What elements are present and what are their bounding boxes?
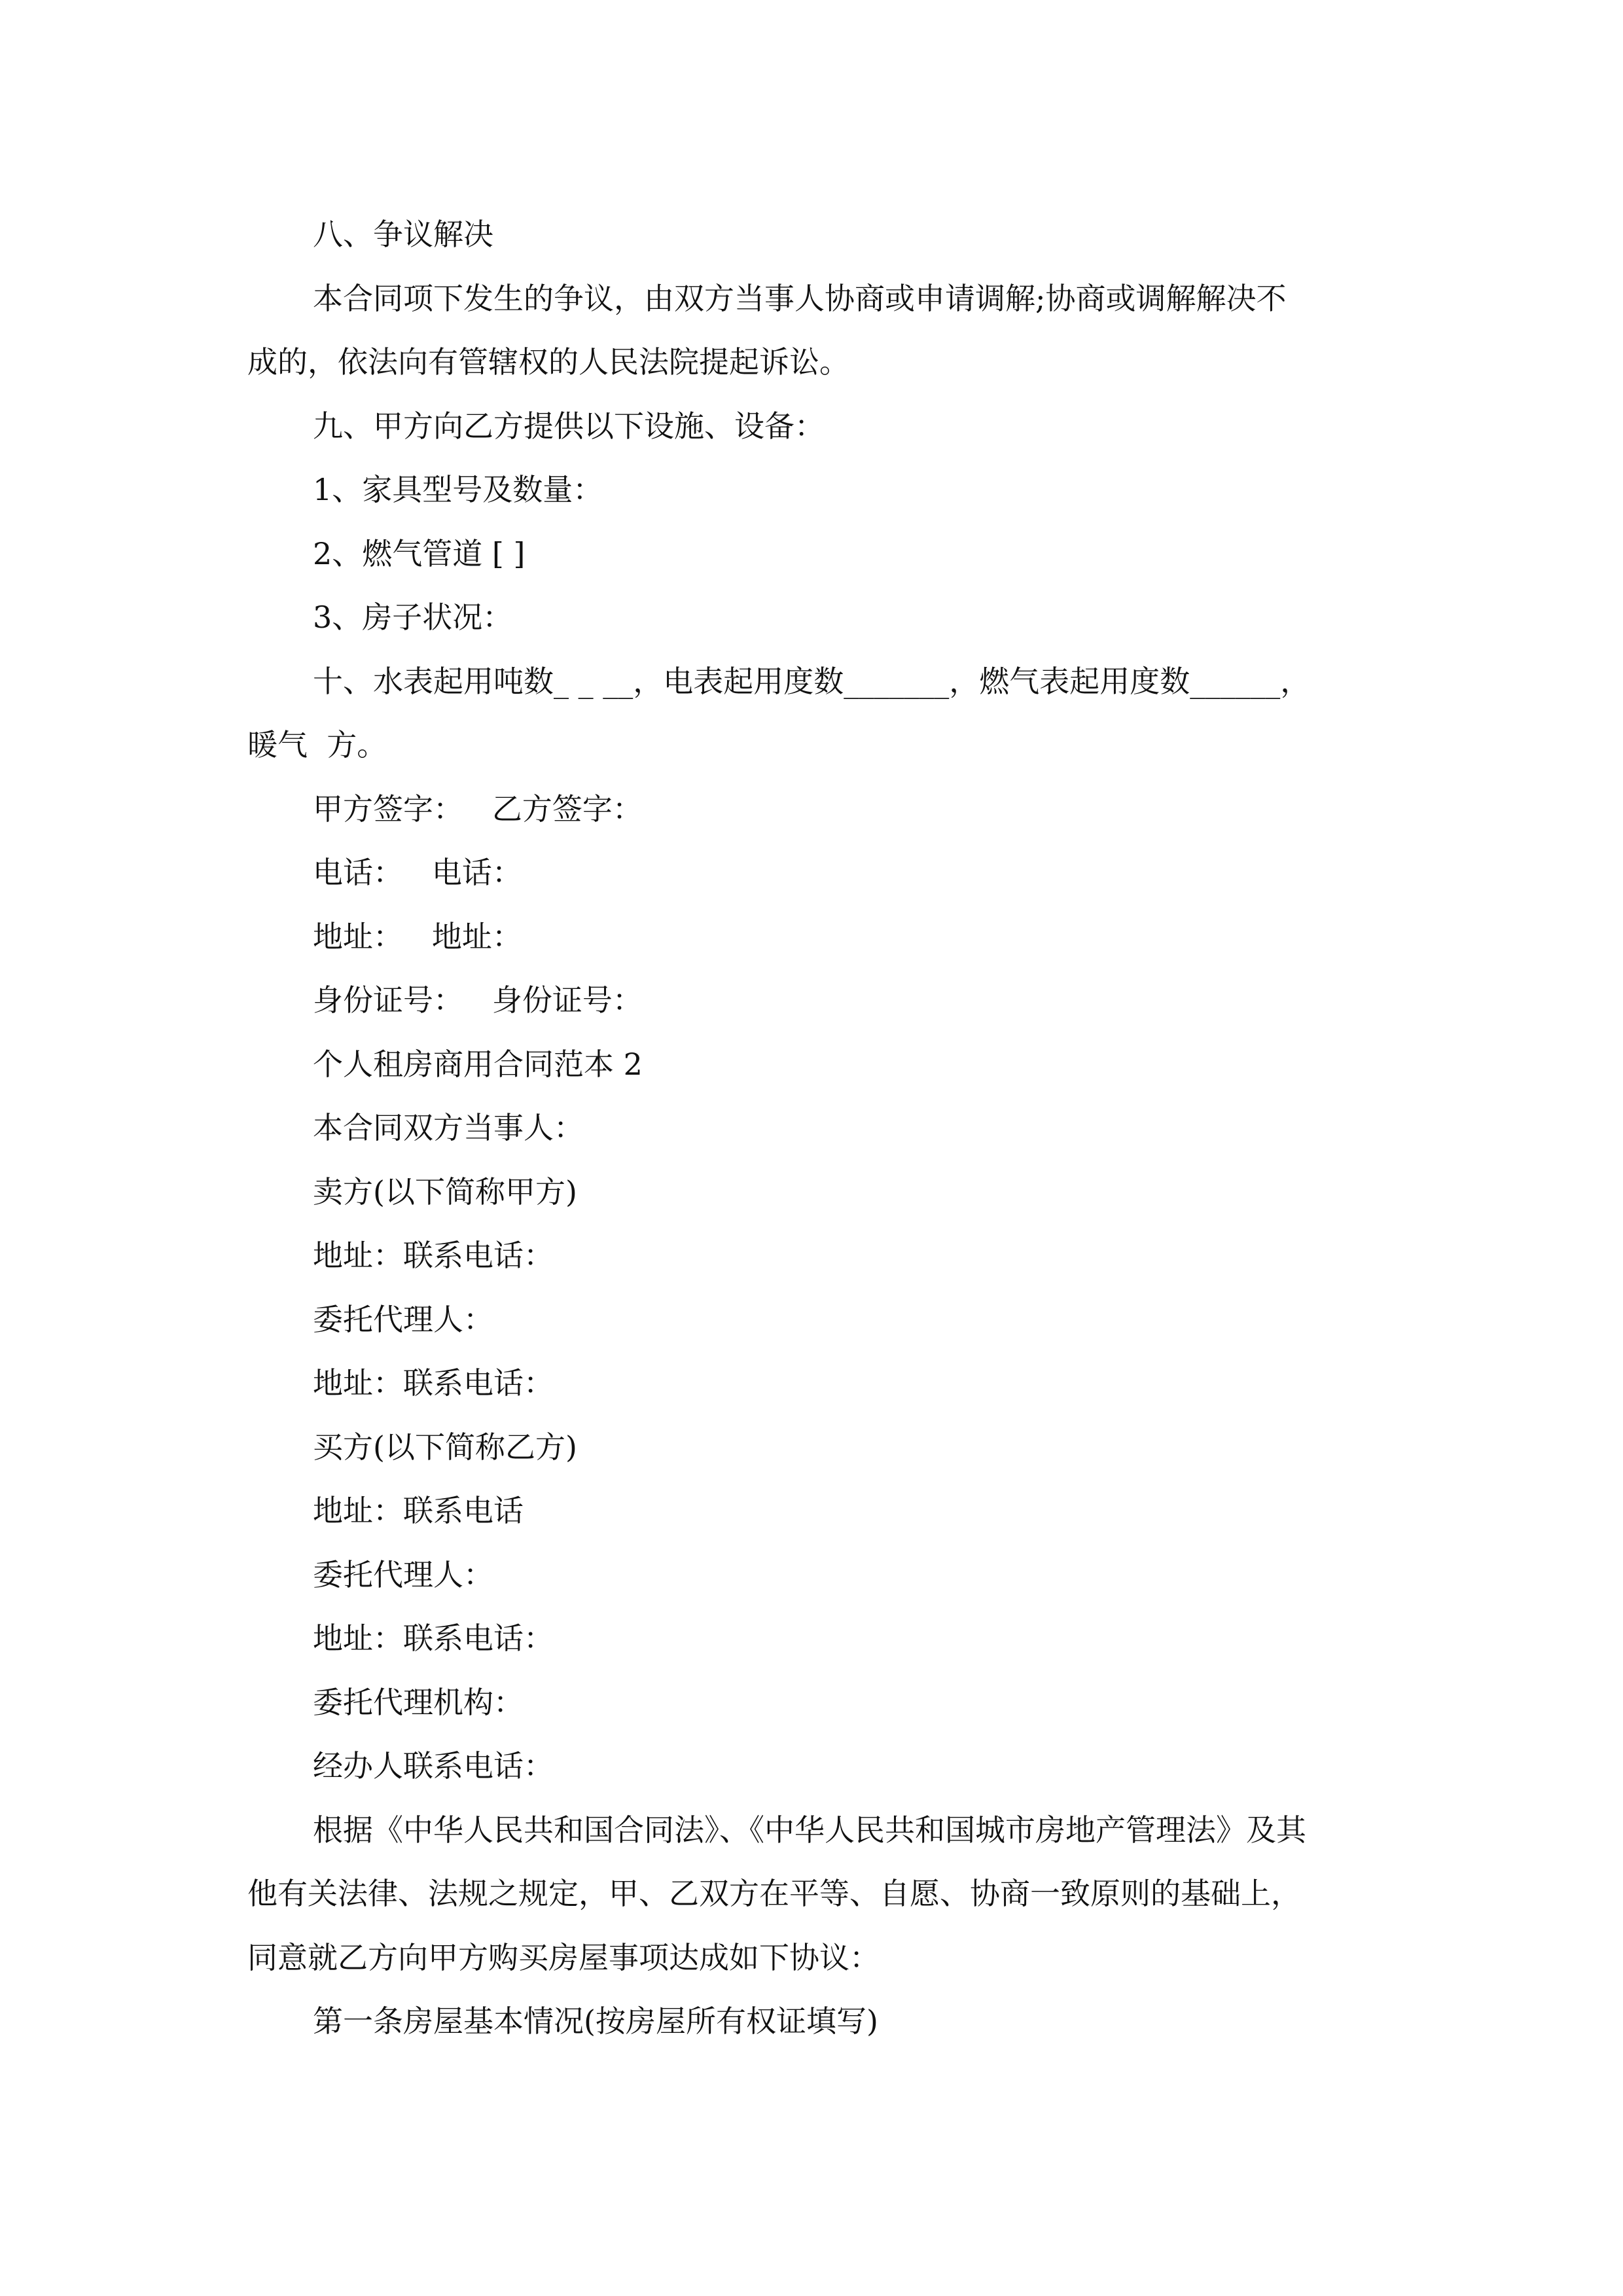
section-heading-dispute: 八、争议解决 [313,217,493,252]
address-contact-line: 地址：联系电话 [313,1493,524,1528]
agent-line: 委托代理人： [313,1301,493,1337]
paragraph-line: 根据《中华人民共和国合同法》、《中华人民共和国城市房地产管理法》及其 [313,1812,1306,1848]
paragraph-line: 成的，依法向有管辖权的人民法院提起诉讼。 [247,344,849,380]
section-heading-facilities: 九、甲方向乙方提供以下设施、设备： [313,408,825,444]
contract-title: 个人租房商用合同范本 2 [313,1046,643,1082]
buyer-line: 买方(以下简称乙方) [313,1429,577,1465]
list-item: 2、燃气管道 [ ] [313,535,526,571]
article-heading: 第一条房屋基本情况(按房屋所有权证填写) [313,2003,878,2039]
paragraph-line: 同意就乙方向甲方购买房屋事项达成如下协议： [247,1939,880,1975]
address-contact-line: 地址：联系电话： [313,1621,554,1656]
seller-line: 卖方(以下简称甲方) [313,1174,577,1210]
id-number-line: 身份证号： 身份证号： [313,982,643,1018]
phone-line: 电话： 电话： [313,855,522,890]
list-item: 3、房子状况： [313,600,513,635]
agency-line: 委托代理机构： [313,1684,524,1720]
paragraph-line: 本合同双方当事人： [313,1110,584,1145]
document-body [247,203,1399,2054]
address-contact-line: 地址：联系电话： [313,1238,554,1273]
section-heading-meters: 十、水表起用吨数_ _ __，电表起用度数_______，燃气表起用度数______， [313,663,1311,699]
address-line: 地址： 地址： [313,918,522,954]
paragraph-line: 暖气 方。 [247,727,387,762]
handler-contact-line: 经办人联系电话： [313,1748,554,1784]
agent-line: 委托代理人： [313,1556,493,1592]
address-contact-line: 地址：联系电话： [313,1365,554,1401]
signature-line: 甲方签字： 乙方签字： [313,791,643,827]
list-item: 1、家具型号及数量： [313,472,603,507]
paragraph-line: 本合同项下发生的争议，由双方当事人协商或申请调解;协商或调解解决不 [313,280,1287,316]
paragraph-line: 他有关法律、法规之规定，甲、乙双方在平等、自愿、协商一致原则的基础上， [247,1876,1301,1911]
